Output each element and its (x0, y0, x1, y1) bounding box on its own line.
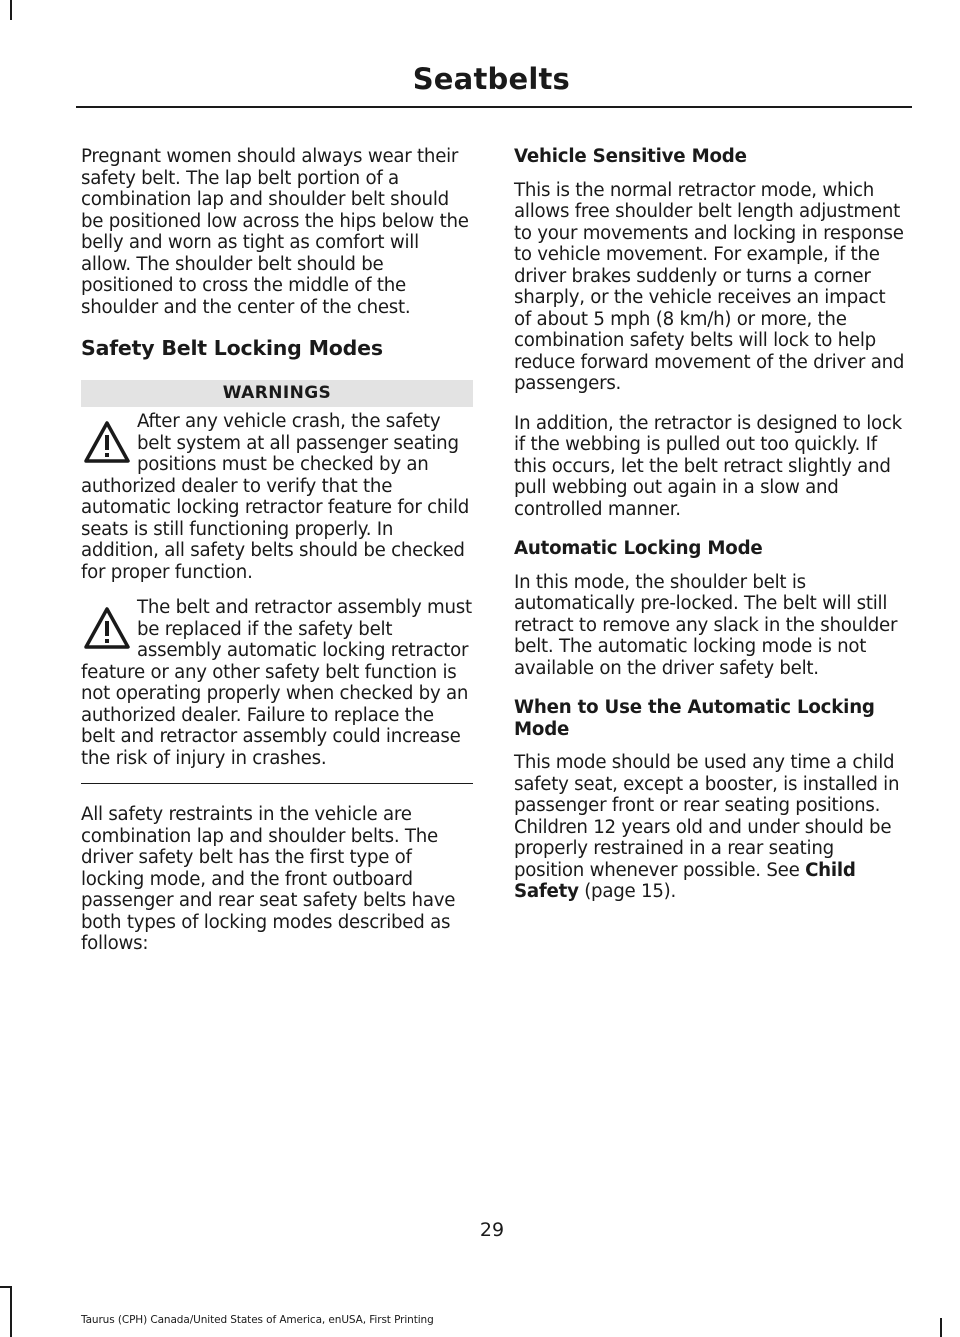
vehicle-sensitive-mode-heading: Vehicle Sensitive Mode (514, 146, 747, 167)
locking-modes-heading: Safety Belt Locking Modes (81, 336, 383, 360)
header-rule (76, 106, 912, 108)
page-reference: (page 15). (578, 881, 677, 902)
automatic-locking-paragraph: In this mode, the shoulder belt is automatically pre-locked. The belt will still retract to remove any slack in the shoulder belt. The automatic locking mode is not available on the driver safety belt. (514, 571, 898, 679)
child-safety-link[interactable]: Child Safety (514, 859, 856, 902)
warnings-bottom-rule (81, 783, 473, 784)
warning-triangle-icon (81, 415, 133, 471)
pregnancy-paragraph: Pregnant women should always wear their safety belt. The lap belt portion of a combination lap and shoulder belt should be positioned low across the hips below the belly and worn as tight as comfort will allow. The shoulder belt should be positioned to cross the middle of the shoulder and the center of the chest. (81, 146, 469, 318)
crop-mark-top-left (10, 0, 12, 20)
crop-mark-bottom-left-short (0, 1286, 12, 1288)
footer-text: Taurus (CPH) Canada/United States of America, enUSA, First Printing (81, 1314, 434, 1326)
when-to-use-heading: When to Use the Automatic Locking Mode (514, 697, 875, 740)
automatic-locking-mode-heading: Automatic Locking Mode (514, 538, 763, 559)
warning-item (81, 597, 473, 769)
left-column (81, 146, 473, 973)
crop-mark-bottom-left (10, 1286, 12, 1337)
warnings-box (81, 380, 473, 784)
page-title: Seatbelts (412, 62, 570, 96)
warning-triangle-icon (81, 601, 133, 657)
restraints-paragraph: All safety restraints in the vehicle are combination lap and shoulder belts. The driver safety belt has the first type of locking mode, and the front outboard passenger and rear seat safety belts have both types of locking modes described as follows: (81, 804, 456, 954)
right-column (514, 146, 906, 921)
when-to-use-text: This mode should be used any time a child safety seat, except a booster, is installed in passenger front or rear seating positions. Children 12 years old and under should be properly restrained in a rear seating position whenever possible. See (514, 752, 900, 881)
warnings-title: WARNINGS (81, 380, 473, 407)
warning-text: After any vehicle crash, the safety belt system at all passenger seating positions must be checked by an authorized dealer to verify that the automatic locking retractor feature for child seats is still functioning properly. In addition, all safety belts should be checked for proper function. (81, 411, 470, 583)
warning-item (81, 411, 473, 583)
vehicle-sensitive-paragraph-1: This is the normal retractor mode, which allows free shoulder belt length adjustment to your movements and locking in response to vehicle movement. For example, if the driver brakes suddenly or turns a corner sharply, or the vehicle receives an impact of about 5 mph (8 km/h) or more, the combination safety belts will lock to help reduce forward movement of the driver and passengers. (514, 179, 905, 394)
when-to-use-paragraph (514, 752, 906, 903)
warning-text: The belt and retractor assembly must be replaced if the safety belt assembly automatic locking retractor feature or any other safety belt function is not operating properly when checked by an authorized dealer. Failure to replace the belt and retractor assembly could increase the risk of injury in crashes. (81, 597, 472, 769)
crop-mark-bottom-right (940, 1318, 942, 1337)
page-number: 29 (479, 1219, 505, 1241)
vehicle-sensitive-paragraph-2: In addition, the retractor is designed to lock if the webbing is pulled out too quickly. If this occurs, let the belt retract slightly and pull webbing out again in a slow and controlled manner. (514, 412, 902, 520)
